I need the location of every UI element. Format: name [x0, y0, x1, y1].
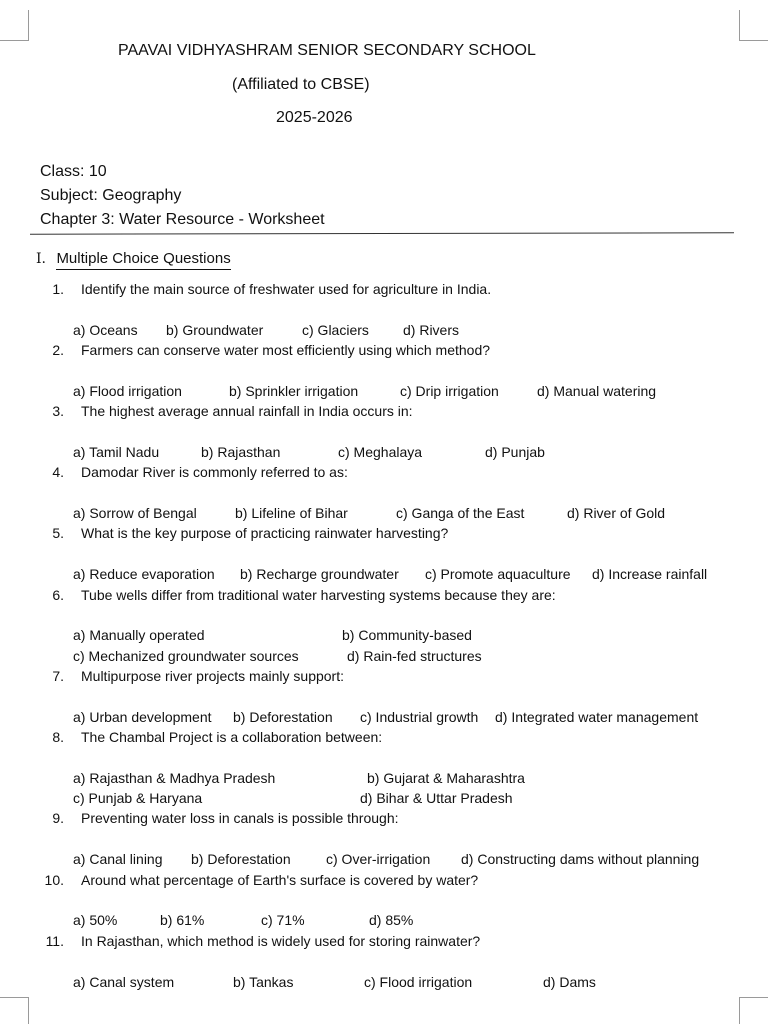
option-d: d) Integrated water management — [495, 709, 699, 725]
question-number: 8. — [52, 729, 64, 745]
option-d: d) Constructing dams without planning — [461, 851, 700, 867]
option-d: d) Manual watering — [537, 383, 657, 399]
chapter-label: Chapter 3: Water Resource - Worksheet — [40, 211, 325, 228]
option-a: a) Manually operated — [73, 627, 205, 643]
option-a: a) Tamil Nadu — [73, 444, 160, 460]
option-d: d) Bihar & Uttar Pradesh — [360, 790, 513, 806]
question-number: 3. — [52, 403, 64, 419]
question-number: 5. — [52, 525, 64, 541]
question-number: 7. — [52, 668, 64, 684]
question-text: Farmers can conserve water most efficiently using which method? — [81, 342, 491, 358]
option-d: d) Rivers — [403, 322, 460, 338]
question-number: 9. — [52, 810, 64, 826]
option-b: b) Rajasthan — [201, 444, 281, 460]
crop-mark-bottom-right — [739, 997, 768, 1024]
option-c: c) Mechanized groundwater sources — [73, 648, 299, 664]
question-text: Preventing water loss in canals is possible through: — [81, 810, 399, 826]
question-text: Damodar River is commonly referred to as: — [81, 464, 348, 480]
question-number: 10. — [44, 872, 64, 888]
option-b: b) Deforestation — [191, 851, 291, 867]
affiliation: (Affiliated to CBSE) — [232, 76, 370, 93]
option-b: b) Sprinkler irrigation — [229, 383, 359, 399]
option-b: b) 61% — [160, 912, 205, 928]
subject-label: Subject: Geography — [40, 187, 182, 204]
crop-mark-top-left — [0, 10, 29, 41]
crop-mark-bottom-left — [0, 997, 29, 1024]
question-number: 4. — [52, 464, 64, 480]
question-text: What is the key purpose of practicing rainwater harvesting? — [81, 525, 449, 541]
option-a: a) Oceans — [73, 322, 138, 338]
section-title: Multiple Choice Questions — [56, 250, 230, 270]
question-number: 2. — [52, 342, 64, 358]
option-b: b) Recharge groundwater — [240, 566, 399, 582]
option-b: b) Groundwater — [166, 322, 264, 338]
option-d: d) Punjab — [485, 444, 545, 460]
question-text: The highest average annual rainfall in India occurs in: — [81, 403, 413, 419]
option-c: c) 71% — [261, 912, 305, 928]
option-c: c) Over-irrigation — [326, 851, 431, 867]
option-a: a) 50% — [73, 912, 118, 928]
option-c: c) Glaciers — [302, 322, 369, 338]
option-c: c) Industrial growth — [360, 709, 479, 725]
option-c: c) Drip irrigation — [400, 383, 499, 399]
option-a: a) Flood irrigation — [73, 383, 182, 399]
question-text: Multipurpose river projects mainly support: — [81, 668, 344, 684]
option-c: c) Promote aquaculture — [425, 566, 571, 582]
option-b: b) Deforestation — [233, 709, 333, 725]
option-c: c) Ganga of the East — [396, 505, 525, 521]
option-d: d) River of Gold — [567, 505, 666, 521]
question-number: 1. — [52, 281, 64, 297]
question-text: Around what percentage of Earth's surface is covered by water? — [81, 872, 479, 888]
option-b: b) Tankas — [233, 974, 294, 990]
crop-mark-top-right — [739, 10, 768, 41]
option-c: c) Flood irrigation — [364, 974, 473, 990]
option-d: d) Increase rainfall — [592, 566, 708, 582]
question-text: The Chambal Project is a collaboration between: — [81, 729, 383, 745]
option-d: d) Rain-fed structures — [347, 648, 482, 664]
option-d: d) 85% — [369, 912, 414, 928]
option-a: a) Urban development — [73, 709, 212, 725]
academic-year: 2025-2026 — [276, 109, 353, 126]
worksheet-meta — [40, 160, 325, 232]
section-heading — [36, 250, 231, 270]
question-number: 6. — [52, 587, 64, 603]
question-text: Identify the main source of freshwater used for agriculture in India. — [81, 281, 492, 297]
section-numeral: I. — [36, 251, 46, 267]
option-d: d) Dams — [543, 974, 596, 990]
question-text: Tube wells differ from traditional water harvesting systems because they are: — [81, 587, 556, 603]
option-a: a) Reduce evaporation — [73, 566, 215, 582]
question-number: 11. — [45, 933, 64, 949]
question-text: In Rajasthan, which method is widely used for storing rainwater? — [81, 933, 481, 949]
header-divider — [30, 232, 734, 234]
option-c: c) Meghalaya — [338, 444, 423, 460]
option-b: b) Community-based — [342, 627, 472, 643]
option-c: c) Punjab & Haryana — [73, 790, 203, 806]
option-a: a) Canal lining — [73, 851, 163, 867]
class-label: Class: 10 — [40, 163, 107, 180]
option-a: a) Rajasthan & Madhya Pradesh — [73, 770, 276, 786]
option-a: a) Canal system — [73, 974, 175, 990]
option-a: a) Sorrow of Bengal — [73, 505, 197, 521]
option-b: b) Lifeline of Bihar — [235, 505, 348, 521]
option-b: b) Gujarat & Maharashtra — [367, 770, 525, 786]
school-name: PAAVAI VIDHYASHRAM SENIOR SECONDARY SCHOOL — [118, 42, 536, 59]
